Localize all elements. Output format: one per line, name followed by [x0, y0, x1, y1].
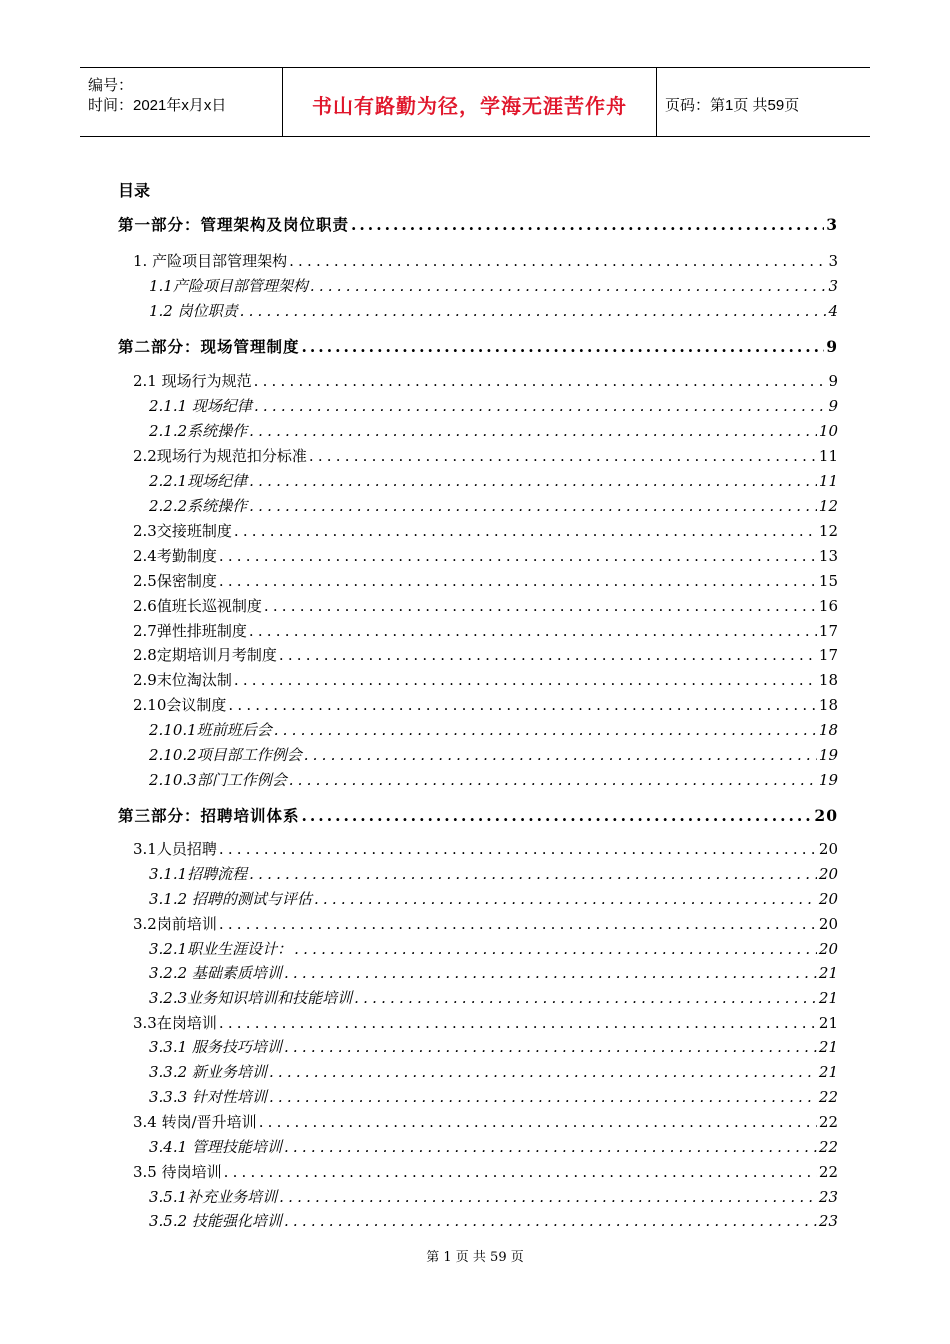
toc-entry-page-number: 20 — [818, 865, 838, 883]
page-header — [80, 67, 870, 137]
toc-dot-leader — [219, 1014, 817, 1032]
toc-entry-page-number: 20 — [818, 940, 838, 958]
toc-dot-leader — [351, 215, 824, 234]
toc-entry-level-2[interactable] — [149, 962, 838, 983]
toc-dot-leader — [274, 721, 817, 739]
toc-entry-title: 3.5.2 技能强化培训 — [149, 1212, 282, 1230]
toc-entry-page-number: 15 — [818, 572, 838, 590]
toc-entry-level-2[interactable] — [149, 1036, 838, 1057]
header-motto: 书山有路勤为径，学海无涯苦作舟 — [312, 94, 627, 118]
toc-entry-page-number: 22 — [818, 1163, 838, 1181]
toc-entry-page-number: 11 — [818, 472, 838, 490]
toc-entry-level-2[interactable] — [149, 470, 838, 491]
toc-entry-level-0[interactable] — [118, 213, 838, 235]
toc-entry-page-number: 21 — [818, 989, 838, 1007]
toc-entry-level-1[interactable] — [133, 445, 838, 466]
toc-entry-page-number: 3 — [828, 252, 838, 270]
toc-dot-leader — [269, 1088, 817, 1106]
toc-entry-page-number: 20 — [814, 806, 838, 825]
toc-dot-leader — [264, 597, 817, 615]
toc-dot-leader — [234, 671, 817, 689]
toc-entry-page-number: 17 — [818, 646, 838, 664]
toc-entry-page-number: 22 — [818, 1113, 838, 1131]
toc-entry-page-number: 22 — [818, 1088, 838, 1106]
toc-entry-level-0[interactable] — [118, 335, 838, 357]
toc-entry-page-number: 16 — [818, 597, 838, 615]
toc-dot-leader — [304, 746, 817, 764]
toc-dot-leader — [254, 397, 827, 415]
toc-entry-level-2[interactable] — [149, 769, 838, 790]
toc-entry-level-1[interactable] — [133, 520, 838, 541]
toc-entry-level-2[interactable] — [149, 863, 838, 884]
header-right-cell — [657, 68, 870, 136]
toc-dot-leader — [309, 447, 817, 465]
toc-entry-page-number: 20 — [818, 840, 838, 858]
toc-dot-leader — [284, 1212, 817, 1230]
toc-entry-page-number: 9 — [828, 397, 838, 415]
toc-entry-page-number: 12 — [818, 522, 838, 540]
toc-entry-level-2[interactable] — [149, 1186, 838, 1207]
toc-entry-level-1[interactable] — [133, 694, 838, 715]
toc-dot-leader — [269, 1063, 817, 1081]
toc-entry-level-2[interactable] — [149, 1086, 838, 1107]
toc-entry-title: 1.2 岗位职责 — [149, 302, 238, 320]
toc-entry-level-1[interactable] — [133, 595, 838, 616]
toc-entry-level-1[interactable] — [133, 1012, 838, 1033]
toc-entry-page-number: 3 — [826, 215, 838, 234]
header-left-cell — [80, 68, 283, 136]
toc-dot-leader — [240, 302, 827, 320]
toc-entry-title: 2.6值班长巡视制度 — [133, 597, 262, 615]
toc-entry-title: 3.4 转岗/晋升培训 — [133, 1113, 257, 1131]
toc-dot-leader — [289, 771, 817, 789]
toc-entry-level-2[interactable] — [149, 1061, 838, 1082]
toc-entry-title: 2.1.1 现场纪律 — [149, 397, 252, 415]
toc-entry-title: 2.5保密制度 — [133, 572, 217, 590]
toc-entry-title: 3.3.2 新业务培训 — [149, 1063, 267, 1081]
toc-entry-level-1[interactable] — [133, 250, 838, 271]
toc-entry-page-number: 17 — [818, 622, 838, 640]
toc-entry-page-number: 18 — [818, 671, 838, 689]
toc-entry-title: 3.1人员招聘 — [133, 840, 217, 858]
toc-entry-level-2[interactable] — [149, 938, 838, 959]
toc-entry-level-1[interactable] — [133, 669, 838, 690]
toc-entry-level-2[interactable] — [149, 495, 838, 516]
toc-entry-level-2[interactable] — [149, 1136, 838, 1157]
toc-entry-level-1[interactable] — [133, 913, 838, 934]
document-number-label: 编号： — [88, 77, 134, 94]
toc-entry-level-2[interactable] — [149, 275, 838, 296]
toc-entry-level-1[interactable] — [133, 570, 838, 591]
toc-entry-level-2[interactable] — [149, 1210, 838, 1231]
toc-entry-level-2[interactable] — [149, 987, 838, 1008]
header-page-info: 页码：第1页 共59页 — [665, 97, 800, 114]
toc-dot-leader — [228, 696, 817, 714]
toc-dot-leader — [249, 497, 817, 515]
toc-entry-title: 3.2.2 基础素质培训 — [149, 964, 282, 982]
toc-dot-leader — [284, 1038, 817, 1056]
toc-entry-title: 2.2.2系统操作 — [149, 497, 248, 515]
toc-entry-title: 3.3在岗培训 — [133, 1014, 217, 1032]
toc-entry-title: 2.10.2项目部工作例会 — [149, 746, 302, 764]
toc-entry-page-number: 12 — [818, 497, 838, 515]
toc-entry-page-number: 3 — [828, 277, 838, 295]
toc-entry-title: 2.9末位淘汰制 — [133, 671, 232, 689]
toc-entry-title: 3.2岗前培训 — [133, 915, 217, 933]
toc-entry-title: 3.5.1补充业务培训 — [149, 1188, 278, 1206]
toc-entry-title: 2.4考勤制度 — [133, 547, 217, 565]
toc-entry-page-number: 22 — [818, 1138, 838, 1156]
toc-entry-page-number: 11 — [818, 447, 838, 465]
toc-entry-page-number: 20 — [818, 915, 838, 933]
toc-entry-title: 2.2.1现场纪律 — [149, 472, 248, 490]
toc-entry-page-number: 9 — [826, 337, 838, 356]
toc-dot-leader — [354, 989, 817, 1007]
toc-entry-level-2[interactable] — [149, 888, 838, 909]
toc-entry-title: 2.10.1班前班后会 — [149, 721, 272, 739]
toc-entry-title: 2.8定期培训月考制度 — [133, 646, 277, 664]
toc-dot-leader — [219, 915, 817, 933]
toc-entry-level-1[interactable] — [133, 620, 838, 641]
toc-dot-leader — [302, 337, 825, 356]
toc-entry-title: 2.1 现场行为规范 — [133, 372, 252, 390]
toc-dot-leader — [254, 372, 827, 390]
toc-entry-title: 3.5 待岗培训 — [133, 1163, 222, 1181]
toc-entry-page-number: 21 — [818, 1063, 838, 1081]
toc-dot-leader — [284, 964, 817, 982]
toc-entry-page-number: 9 — [828, 372, 838, 390]
toc-entry-title: 2.7弹性排班制度 — [133, 622, 247, 640]
header-middle-cell — [283, 68, 657, 136]
page-footer: 第 1 页 共 59 页 — [426, 1250, 524, 1265]
toc-dot-leader — [249, 472, 817, 490]
toc-entry-level-1[interactable] — [133, 644, 838, 665]
toc-entry-level-0[interactable] — [118, 804, 838, 826]
toc-entry-page-number: 21 — [818, 1038, 838, 1056]
toc-entry-title: 3.3.1 服务技巧培训 — [149, 1038, 282, 1056]
toc-entry-page-number: 18 — [818, 721, 838, 739]
toc-entry-page-number: 23 — [818, 1212, 838, 1230]
toc-entry-title: 2.3交接班制度 — [133, 522, 232, 540]
toc-dot-leader — [234, 522, 817, 540]
toc-entry-level-1[interactable] — [133, 545, 838, 566]
toc-title: 目录 — [118, 181, 151, 200]
toc-entry-title: 3.1.1招聘流程 — [149, 865, 248, 883]
toc-dot-leader — [302, 806, 813, 825]
toc-entry-title: 3.2.1职业生涯设计： — [149, 940, 293, 958]
toc-entry-page-number: 21 — [818, 964, 838, 982]
toc-entry-level-1[interactable] — [133, 1161, 838, 1182]
toc-dot-leader — [279, 646, 817, 664]
toc-entry-page-number: 4 — [828, 302, 838, 320]
document-date-label: 时间：2021年x月x日 — [88, 97, 227, 114]
toc-entry-title: 1. 产险项目部管理架构 — [133, 252, 288, 270]
toc-dot-leader — [219, 840, 817, 858]
toc-entry-title: 3.3.3 针对性培训 — [149, 1088, 267, 1106]
toc-entry-level-1[interactable] — [133, 838, 838, 859]
toc-dot-leader — [289, 252, 826, 270]
toc-entry-page-number: 19 — [818, 771, 838, 789]
toc-entry-page-number: 18 — [818, 696, 838, 714]
toc-entry-page-number: 23 — [818, 1188, 838, 1206]
toc-entry-title: 3.2.3业务知识培训和技能培训 — [149, 989, 353, 1007]
toc-dot-leader — [310, 277, 827, 295]
toc-entry-title: 2.10会议制度 — [133, 696, 227, 714]
toc-dot-leader — [279, 1188, 817, 1206]
toc-dot-leader — [219, 547, 817, 565]
toc-dot-leader — [294, 940, 817, 958]
toc-entry-title: 2.2现场行为规范扣分标准 — [133, 447, 307, 465]
toc-entry-title: 2.10.3部门工作例会 — [149, 771, 287, 789]
toc-entry-title: 3.1.2 招聘的测试与评估 — [149, 890, 312, 908]
toc-entry-title: 第二部分：现场管理制度 — [118, 337, 300, 356]
toc-entry-title: 第三部分：招聘培训体系 — [118, 806, 300, 825]
toc-entry-page-number: 10 — [818, 422, 838, 440]
toc-entry-title: 2.1.2系统操作 — [149, 422, 248, 440]
toc-dot-leader — [224, 1163, 817, 1181]
toc-entry-page-number: 19 — [818, 746, 838, 764]
toc-entry-title: 第一部分：管理架构及岗位职责 — [118, 215, 350, 234]
toc-entry-level-1[interactable] — [133, 370, 838, 391]
toc-dot-leader — [314, 890, 817, 908]
toc-entry-level-2[interactable] — [149, 719, 838, 740]
toc-entry-level-2[interactable] — [149, 300, 838, 321]
toc-dot-leader — [284, 1138, 817, 1156]
toc-entry-level-1[interactable] — [133, 1111, 838, 1132]
toc-dot-leader — [249, 622, 817, 640]
toc-entry-level-2[interactable] — [149, 420, 838, 441]
toc-dot-leader — [259, 1113, 817, 1131]
toc-entry-page-number: 13 — [818, 547, 838, 565]
toc-dot-leader — [249, 865, 817, 883]
toc-entry-title: 3.4.1 管理技能培训 — [149, 1138, 282, 1156]
toc-entry-level-2[interactable] — [149, 744, 838, 765]
toc-dot-leader — [249, 422, 817, 440]
toc-entry-page-number: 21 — [818, 1014, 838, 1032]
toc-entry-level-2[interactable] — [149, 395, 838, 416]
toc-entry-title: 1.1产险项目部管理架构 — [149, 277, 308, 295]
toc-entry-page-number: 20 — [818, 890, 838, 908]
toc-dot-leader — [219, 572, 817, 590]
